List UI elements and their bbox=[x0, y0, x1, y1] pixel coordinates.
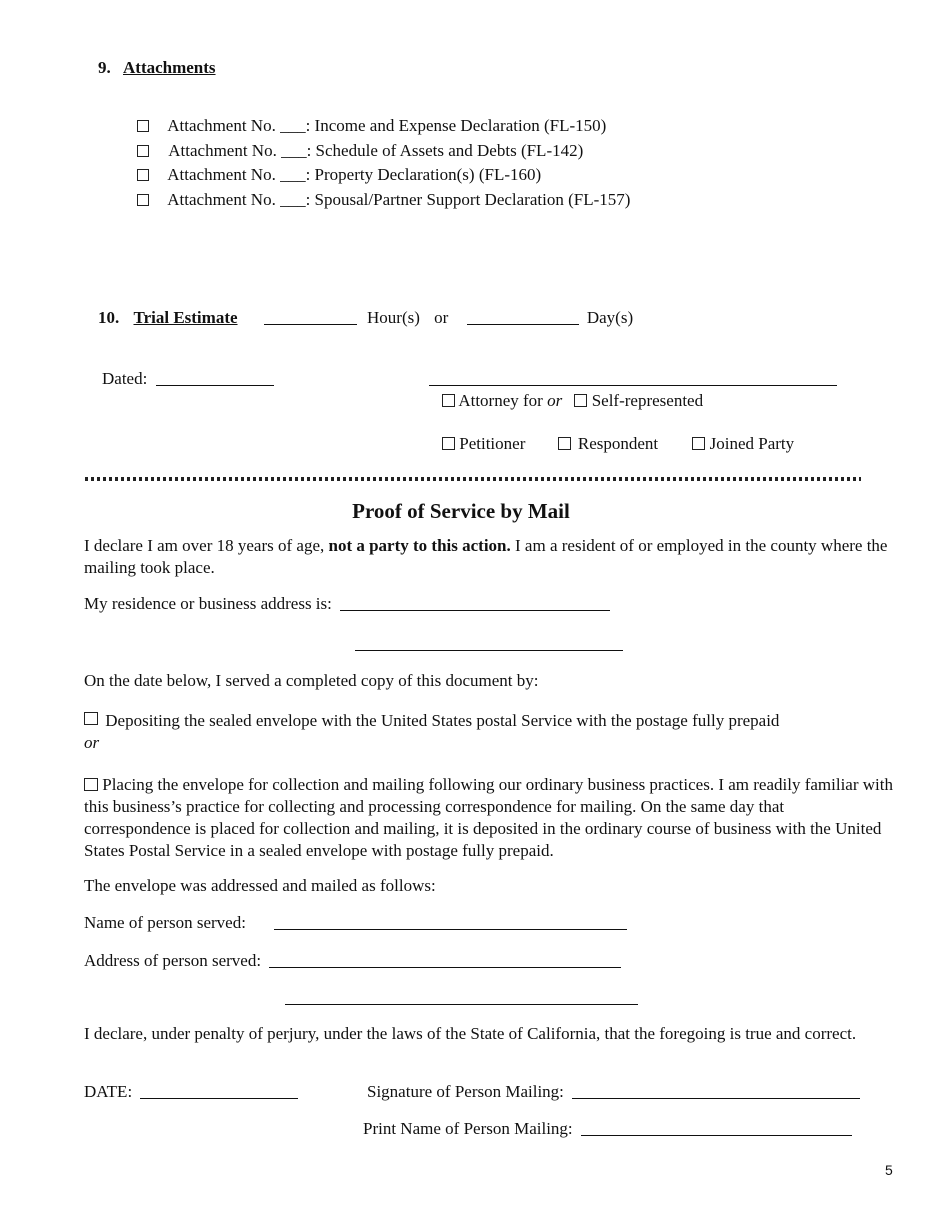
name-served-row bbox=[84, 913, 627, 933]
name-served-label: Name of person served: bbox=[84, 913, 246, 932]
print-name-label: Print Name of Person Mailing: bbox=[363, 1119, 573, 1138]
dated-input-line[interactable] bbox=[156, 371, 274, 386]
section-9-number: 9. bbox=[98, 58, 111, 77]
address-served-row bbox=[84, 951, 621, 971]
declaration-paragraph bbox=[84, 535, 894, 579]
placing-label: Placing the envelope for collection and mailing following our ordinary business practices. I am readily familiar with this business’s practice for collecting and processing correspondence for mailing. On the same day that correspondence is placed for collection and mailing, it is deposited in the ordinary course of business with the United States Postal Service in a sealed envelope with postage fully prepaid. bbox=[84, 775, 893, 860]
attachment-checkbox[interactable] bbox=[137, 169, 149, 181]
party-role-row bbox=[442, 434, 794, 454]
perjury-statement: I declare, under penalty of perjury, under the laws of the State of California, that the foregoing is true and correct. bbox=[84, 1024, 857, 1043]
section-10-row bbox=[98, 308, 633, 328]
hours-label: Hour(s) bbox=[367, 308, 420, 327]
print-name-row bbox=[363, 1119, 852, 1139]
attachment-checkbox[interactable] bbox=[137, 120, 149, 132]
dated-label: Dated: bbox=[102, 369, 148, 388]
or-italic: or bbox=[547, 391, 563, 410]
signature-line[interactable] bbox=[429, 373, 837, 386]
self-represented-checkbox[interactable] bbox=[574, 394, 587, 407]
dated-row bbox=[102, 369, 274, 389]
placing-checkbox[interactable] bbox=[84, 778, 98, 791]
attorney-checkbox[interactable] bbox=[442, 394, 455, 407]
address-served-line-2[interactable] bbox=[285, 992, 638, 1005]
deposit-label: Depositing the sealed envelope with the United States postal Service with the postage fully prepaid bbox=[105, 711, 780, 730]
proof-title: Proof of Service by Mail bbox=[352, 499, 570, 523]
petitioner-label: Petitioner bbox=[459, 434, 526, 453]
option-deposit bbox=[84, 710, 894, 754]
self-represented-label: Self-represented bbox=[591, 391, 704, 410]
days-input-line[interactable] bbox=[467, 310, 579, 325]
declaration-rest: I am a resident of or employed in the county where the mailing took place. bbox=[84, 536, 888, 577]
served-intro: On the date below, I served a completed copy of this document by: bbox=[84, 671, 539, 690]
page-number: 5 bbox=[885, 1162, 893, 1178]
signature-mailing-label: Signature of Person Mailing: bbox=[367, 1082, 564, 1101]
declaration-bold: not a party to this action. bbox=[328, 536, 511, 555]
section-9-title: Attachments bbox=[123, 58, 216, 77]
hours-input-line[interactable] bbox=[264, 310, 357, 325]
attachment-item bbox=[137, 116, 606, 136]
print-name-line[interactable] bbox=[581, 1121, 852, 1136]
address-line-2[interactable] bbox=[355, 638, 623, 651]
attachment-label: Attachment No. ___: Income and Expense Declaration (FL-150) bbox=[167, 116, 607, 135]
petitioner-checkbox[interactable] bbox=[442, 437, 455, 450]
attachment-checkbox[interactable] bbox=[137, 194, 149, 206]
joined-party-checkbox[interactable] bbox=[692, 437, 705, 450]
attorney-label: Attorney for bbox=[458, 391, 543, 410]
attachment-label: Attachment No. ___: Property Declaration(s) (FL-160) bbox=[167, 165, 542, 184]
option-placing bbox=[84, 774, 894, 862]
attachment-item bbox=[137, 165, 541, 185]
respondent-label: Respondent bbox=[577, 434, 659, 453]
address-served-label: Address of person served: bbox=[84, 951, 262, 970]
section-10-number: 10. bbox=[98, 308, 120, 327]
respondent-checkbox[interactable] bbox=[558, 437, 571, 450]
party-type-row bbox=[442, 391, 703, 411]
signature-mailing-line[interactable] bbox=[572, 1084, 860, 1099]
attachment-label: Attachment No. ___: Schedule of Assets and Debts (FL-142) bbox=[168, 141, 584, 160]
name-served-line[interactable] bbox=[274, 915, 627, 930]
joined-party-label: Joined Party bbox=[709, 434, 795, 453]
deposit-checkbox[interactable] bbox=[84, 712, 98, 725]
deposit-or: or bbox=[84, 733, 100, 752]
envelope-text: The envelope was addressed and mailed as follows: bbox=[84, 876, 436, 895]
address-row bbox=[84, 594, 610, 614]
address-label: My residence or business address is: bbox=[84, 594, 332, 613]
declaration-intro: I declare I am over 18 years of age, bbox=[84, 536, 325, 555]
section-10-title: Trial Estimate bbox=[133, 308, 238, 327]
address-line-1[interactable] bbox=[340, 596, 610, 611]
attachment-item bbox=[137, 141, 583, 161]
signature-mailing-row bbox=[367, 1082, 860, 1102]
attachment-label: Attachment No. ___: Spousal/Partner Support Declaration (FL-157) bbox=[167, 190, 631, 209]
or-label: or bbox=[434, 308, 449, 327]
days-label: Day(s) bbox=[586, 308, 634, 327]
attachment-item bbox=[137, 190, 630, 210]
section-9-heading bbox=[98, 58, 216, 78]
date-line[interactable] bbox=[140, 1084, 298, 1099]
date-label: DATE: bbox=[84, 1082, 133, 1101]
section-divider bbox=[85, 477, 861, 481]
date-row bbox=[84, 1082, 298, 1102]
address-served-line-1[interactable] bbox=[269, 953, 621, 968]
attachment-checkbox[interactable] bbox=[137, 145, 149, 157]
